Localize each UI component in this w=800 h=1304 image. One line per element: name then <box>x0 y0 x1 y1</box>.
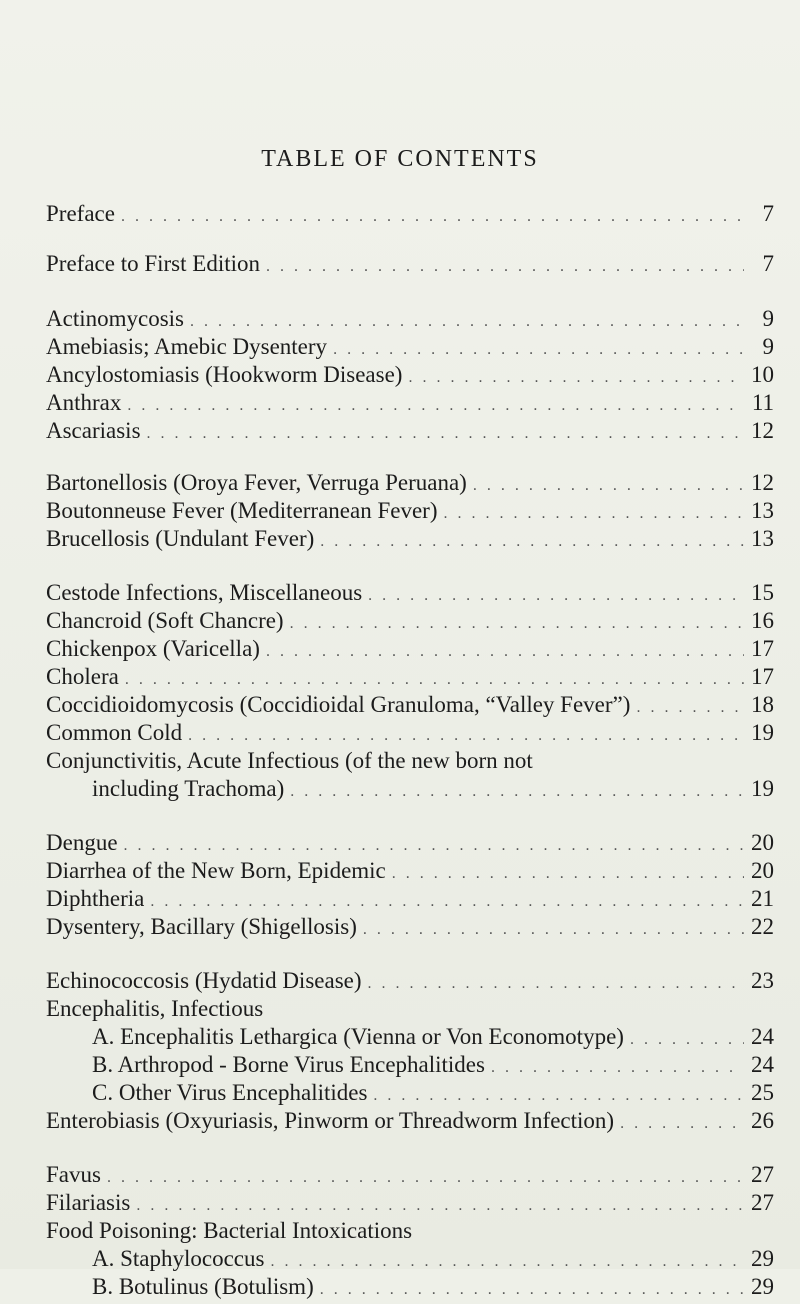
toc-entry-label: Favus <box>46 1162 101 1187</box>
toc-entry <box>46 691 774 719</box>
leader-dots <box>408 364 744 392</box>
toc-entry <box>46 333 774 361</box>
toc-entry-page: 29 <box>751 1246 774 1271</box>
toc-entry-label: Chancroid (Soft Chancre) <box>46 608 284 633</box>
toc-entry-label: Diarrhea of the New Born, Epidemic <box>46 858 386 883</box>
toc-entry <box>46 389 774 417</box>
leader-dots <box>636 694 744 722</box>
toc-entry-page: 26 <box>751 1108 774 1133</box>
toc-entry <box>46 469 774 497</box>
toc-entry-page: 25 <box>751 1080 774 1105</box>
toc-entry-label: Cestode Infections, Miscellaneous <box>46 580 363 605</box>
toc-entry-page: 12 <box>751 470 774 495</box>
toc-entry-page: 9 <box>762 306 774 331</box>
toc-entry <box>46 995 774 1023</box>
toc-entry <box>46 417 774 445</box>
toc-entry <box>46 635 774 663</box>
toc-entry <box>46 1189 774 1217</box>
leader-dots <box>363 916 744 944</box>
toc-entry-label: Preface to First Edition <box>46 251 260 276</box>
toc-entry-label: Chickenpox (Varicella) <box>46 636 260 661</box>
leader-dots <box>121 203 744 231</box>
toc-entry-label: Preface <box>46 201 115 226</box>
leader-dots <box>392 860 744 888</box>
toc-entry-page: 10 <box>751 362 774 387</box>
toc-entry-page: 20 <box>751 858 774 883</box>
toc-entry <box>46 719 774 747</box>
leader-dots <box>320 528 744 556</box>
toc-entry <box>46 1079 774 1107</box>
leader-dots <box>150 888 744 916</box>
toc-entry-label: Dysentery, Bacillary (Shigellosis) <box>46 914 357 939</box>
toc-entry-label: B. Arthropod - Borne Virus Encephalitides <box>92 1052 485 1077</box>
toc-entry-label: Common Cold <box>46 720 183 745</box>
toc-entry-page: 16 <box>751 608 774 633</box>
leader-dots <box>266 638 744 666</box>
toc-entry <box>46 250 774 278</box>
leader-dots <box>188 722 744 750</box>
toc-entry-page: 12 <box>751 418 774 443</box>
toc-entry-page: 13 <box>751 498 774 523</box>
toc-entry-label: Diphtheria <box>46 886 145 911</box>
toc-entry <box>46 607 774 635</box>
toc-entry <box>46 525 774 553</box>
toc-entry-page: 9 <box>762 334 774 359</box>
toc-entry <box>46 885 774 913</box>
toc-entry-label: Amebiasis; Amebic Dysentery <box>46 334 328 359</box>
toc-entry-label: C. Other Virus Encephalitides <box>92 1080 368 1105</box>
toc-entry <box>46 913 774 941</box>
toc-entry-label: Food Poisoning: Bacterial Intoxications <box>46 1218 413 1243</box>
toc-entry-page: 13 <box>751 526 774 551</box>
toc-entry-label: Actinomycosis <box>46 306 184 331</box>
leader-dots <box>620 1110 744 1138</box>
toc-entry-page: 19 <box>751 720 774 745</box>
toc-entry-page: 24 <box>751 1052 774 1077</box>
toc-entry-page: 20 <box>751 830 774 855</box>
toc-entry-label: Coccidioidomycosis (Coccidioidal Granuloma, “Valley Fever”) <box>46 692 631 717</box>
toc-entry-page: 17 <box>751 636 774 661</box>
leader-dots <box>368 582 744 610</box>
leader-dots <box>333 336 744 364</box>
toc-entry-page: 24 <box>751 1024 774 1049</box>
leader-dots <box>290 610 744 638</box>
toc-entry <box>46 497 774 525</box>
toc-entry-page: 23 <box>751 968 774 993</box>
toc-entry-page: 22 <box>751 914 774 939</box>
toc-entry <box>46 663 774 691</box>
toc-entry-label: Conjunctivitis, Acute Infectious (of the new born not <box>46 748 533 773</box>
toc-entry-label: Ancylostomiasis (Hookworm Disease) <box>46 362 403 387</box>
toc-entry <box>46 967 774 995</box>
toc-entry-page: 27 <box>751 1162 774 1187</box>
toc-entry-page: 17 <box>751 664 774 689</box>
leader-dots <box>107 1164 744 1192</box>
leader-dots <box>190 308 744 336</box>
toc-entry <box>46 1161 774 1189</box>
toc-entry <box>46 775 774 803</box>
toc-entry <box>46 305 774 333</box>
leader-dots <box>270 1248 744 1276</box>
leader-dots <box>473 472 744 500</box>
leader-dots <box>125 666 744 694</box>
toc-entry <box>46 747 774 775</box>
toc-entry-label: Bartonellosis (Oroya Fever, Verruga Peruana) <box>46 470 467 495</box>
toc-entry-label: Echinococcosis (Hydatid Disease) <box>46 968 362 993</box>
toc-entry-page: 29 <box>751 1274 774 1299</box>
leader-dots <box>147 420 744 448</box>
toc-entry-page: 7 <box>762 201 774 226</box>
toc-entry-page: 27 <box>751 1190 774 1215</box>
leader-dots <box>266 253 744 281</box>
toc-entry-label: Boutonneuse Fever (Mediterranean Fever) <box>46 498 438 523</box>
toc-entry-label: Cholera <box>46 664 119 689</box>
toc-entry-label: Enterobiasis (Oxyuriasis, Pinworm or Threadworm Infection) <box>46 1108 615 1133</box>
toc-entry-page: 18 <box>751 692 774 717</box>
toc-entry <box>46 579 774 607</box>
toc-entry <box>46 1107 774 1135</box>
toc-entry <box>46 200 774 228</box>
toc-entry-label: Filariasis <box>46 1190 131 1215</box>
page-title: TABLE OF CONTENTS <box>261 146 539 172</box>
toc-entry-label: B. Botulinus (Botulism) <box>92 1274 314 1299</box>
toc-entry-label: Anthrax <box>46 390 122 415</box>
toc-entry-page: 21 <box>751 886 774 911</box>
toc-entry-label: Ascariasis <box>46 418 141 443</box>
leader-dots <box>290 778 744 806</box>
leader-dots <box>124 832 744 860</box>
leader-dots <box>127 392 744 420</box>
leader-dots <box>444 500 745 528</box>
toc-entry <box>46 1217 774 1245</box>
toc-entry <box>46 1023 774 1051</box>
toc-entry-label: Dengue <box>46 830 118 855</box>
toc-entry <box>46 829 774 857</box>
toc-entry <box>46 1051 774 1079</box>
leader-dots <box>630 1026 744 1054</box>
leader-dots <box>320 1276 744 1304</box>
toc-entry-label: Brucellosis (Undulant Fever) <box>46 526 315 551</box>
toc-entry-label: Encephalitis, Infectious <box>46 996 264 1021</box>
toc-entry-label: including Trachoma) <box>92 776 285 801</box>
toc-entry-page: 15 <box>751 580 774 605</box>
leader-dots <box>491 1054 744 1082</box>
leader-dots <box>368 970 744 998</box>
leader-dots <box>136 1192 744 1220</box>
toc-entry-page: 19 <box>751 776 774 801</box>
toc-entry-label: A. Encephalitis Lethargica (Vienna or Von Economotype) <box>92 1024 624 1049</box>
toc-entry-page: 11 <box>751 390 774 415</box>
toc-entry <box>46 857 774 885</box>
toc-entry <box>46 1273 774 1301</box>
toc-entry-page: 7 <box>762 251 774 276</box>
toc-entry-label: A. Staphylococcus <box>92 1246 265 1271</box>
toc-entry <box>46 361 774 389</box>
leader-dots <box>373 1082 744 1110</box>
